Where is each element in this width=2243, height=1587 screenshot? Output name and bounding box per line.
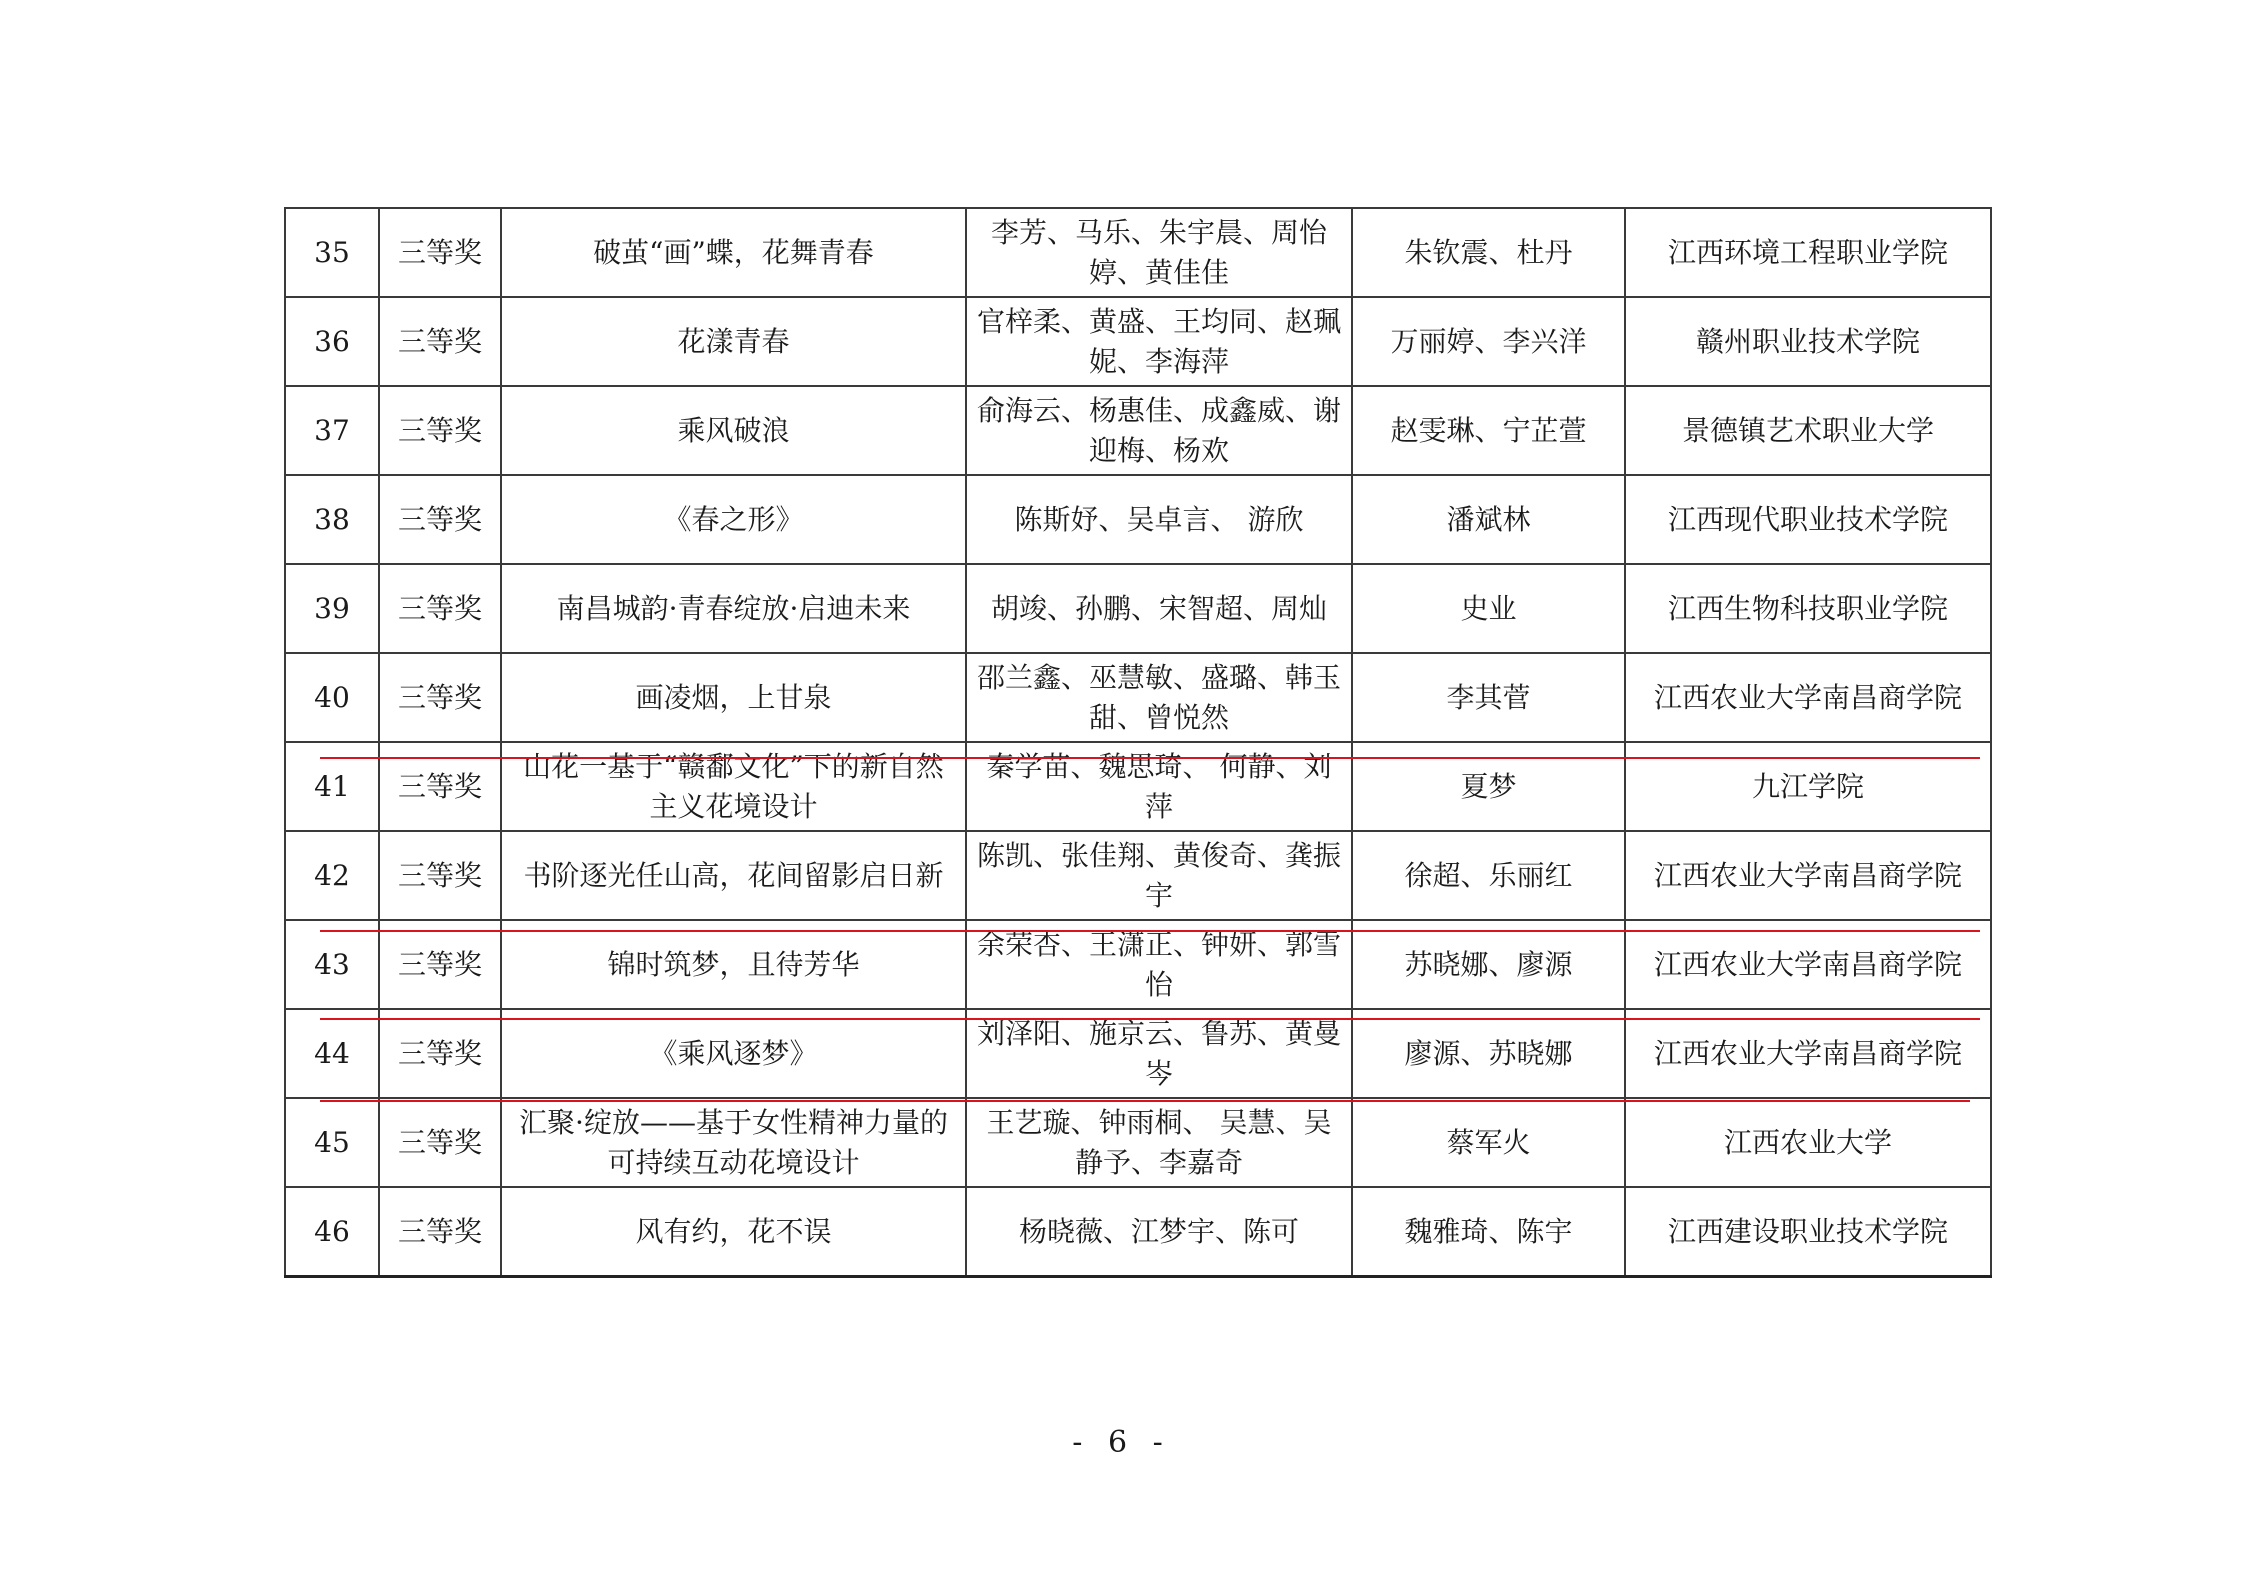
advisors: 徐超、乐丽红 bbox=[1352, 831, 1625, 920]
school-name: 江西环境工程职业学院 bbox=[1625, 208, 1991, 297]
table-row bbox=[285, 564, 1991, 653]
awards-table-body bbox=[285, 208, 1991, 1277]
school-name: 江西农业大学南昌商学院 bbox=[1625, 653, 1991, 742]
team-members: 杨晓薇、江梦宇、陈可 bbox=[966, 1187, 1352, 1277]
work-title: 花漾青春 bbox=[501, 297, 966, 386]
table-row bbox=[285, 208, 1991, 297]
row-number: 42 bbox=[285, 831, 379, 920]
advisors: 廖源、苏晓娜 bbox=[1352, 1009, 1625, 1098]
row-number: 37 bbox=[285, 386, 379, 475]
table-row bbox=[285, 653, 1991, 742]
row-number: 40 bbox=[285, 653, 379, 742]
advisors: 朱钦震、杜丹 bbox=[1352, 208, 1625, 297]
table-row bbox=[285, 831, 1991, 920]
work-title: 《乘风逐梦》 bbox=[501, 1009, 966, 1098]
red-underline bbox=[320, 1100, 1970, 1102]
row-number: 36 bbox=[285, 297, 379, 386]
row-number: 41 bbox=[285, 742, 379, 831]
team-members: 邵兰鑫、巫慧敏、盛璐、韩玉甜、曾悦然 bbox=[966, 653, 1352, 742]
team-members: 李芳、马乐、朱宇晨、周怡婷、黄佳佳 bbox=[966, 208, 1352, 297]
advisors: 史业 bbox=[1352, 564, 1625, 653]
award-level: 三等奖 bbox=[379, 653, 501, 742]
work-title: 书阶逐光任山高，花间留影启日新 bbox=[501, 831, 966, 920]
table-row bbox=[285, 475, 1991, 564]
award-level: 三等奖 bbox=[379, 564, 501, 653]
row-number: 39 bbox=[285, 564, 379, 653]
row-number: 38 bbox=[285, 475, 379, 564]
school-name: 江西农业大学南昌商学院 bbox=[1625, 1009, 1991, 1098]
table-row bbox=[285, 386, 1991, 475]
work-title: 风有约，花不误 bbox=[501, 1187, 966, 1277]
award-level: 三等奖 bbox=[379, 208, 501, 297]
table-row bbox=[285, 920, 1991, 1009]
work-title: 南昌城韵·青春绽放·启迪未来 bbox=[501, 564, 966, 653]
row-number: 45 bbox=[285, 1098, 379, 1187]
award-level: 三等奖 bbox=[379, 297, 501, 386]
table-row bbox=[285, 1009, 1991, 1098]
red-underline bbox=[320, 1018, 1980, 1020]
school-name: 赣州职业技术学院 bbox=[1625, 297, 1991, 386]
advisors: 李其菅 bbox=[1352, 653, 1625, 742]
team-members: 王艺璇、钟雨桐、 吴慧、吴静予、李嘉奇 bbox=[966, 1098, 1352, 1187]
work-title: 锦时筑梦，且待芳华 bbox=[501, 920, 966, 1009]
school-name: 江西建设职业技术学院 bbox=[1625, 1187, 1991, 1277]
work-title: 汇聚·绽放——基于女性精神力量的可持续互动花境设计 bbox=[501, 1098, 966, 1187]
table-row bbox=[285, 742, 1991, 831]
team-members: 胡竣、孙鹏、宋智超、周灿 bbox=[966, 564, 1352, 653]
row-number: 44 bbox=[285, 1009, 379, 1098]
team-members: 俞海云、杨惠佳、成鑫威、谢迎梅、杨欢 bbox=[966, 386, 1352, 475]
team-members: 陈斯妤、吴卓言、 游欣 bbox=[966, 475, 1352, 564]
team-members: 官梓柔、黄盛、王均同、赵珮妮、李海萍 bbox=[966, 297, 1352, 386]
school-name: 江西农业大学南昌商学院 bbox=[1625, 831, 1991, 920]
advisors: 夏梦 bbox=[1352, 742, 1625, 831]
table-row bbox=[285, 297, 1991, 386]
advisors: 苏晓娜、廖源 bbox=[1352, 920, 1625, 1009]
school-name: 江西生物科技职业学院 bbox=[1625, 564, 1991, 653]
table-row bbox=[285, 1187, 1991, 1277]
work-title: 乘风破浪 bbox=[501, 386, 966, 475]
award-level: 三等奖 bbox=[379, 1187, 501, 1277]
advisors: 赵雯琳、宁芷萱 bbox=[1352, 386, 1625, 475]
team-members: 陈凯、张佳翔、黄俊奇、龚振宇 bbox=[966, 831, 1352, 920]
award-level: 三等奖 bbox=[379, 386, 501, 475]
award-level: 三等奖 bbox=[379, 1098, 501, 1187]
work-title: 《春之形》 bbox=[501, 475, 966, 564]
red-underline bbox=[320, 930, 1980, 932]
award-level: 三等奖 bbox=[379, 475, 501, 564]
awards-table bbox=[284, 207, 1992, 1278]
row-number: 46 bbox=[285, 1187, 379, 1277]
advisors: 魏雅琦、陈宇 bbox=[1352, 1187, 1625, 1277]
team-members: 刘泽阳、施京云、鲁苏、黄曼岑 bbox=[966, 1009, 1352, 1098]
advisors: 蔡军火 bbox=[1352, 1098, 1625, 1187]
award-level: 三等奖 bbox=[379, 831, 501, 920]
team-members: 秦学苗、魏思琦、 何静、刘萍 bbox=[966, 742, 1352, 831]
school-name: 江西农业大学南昌商学院 bbox=[1625, 920, 1991, 1009]
school-name: 景德镇艺术职业大学 bbox=[1625, 386, 1991, 475]
advisors: 万丽婷、李兴洋 bbox=[1352, 297, 1625, 386]
award-level: 三等奖 bbox=[379, 742, 501, 831]
table-row bbox=[285, 1098, 1991, 1187]
team-members: 余荣杏、王潇正、钟妍、郭雪怡 bbox=[966, 920, 1352, 1009]
work-title: 山花一基于“赣鄱文化”下的新自然主义花境设计 bbox=[501, 742, 966, 831]
award-level: 三等奖 bbox=[379, 920, 501, 1009]
page-number: - 6 - bbox=[1072, 1425, 1171, 1460]
award-level: 三等奖 bbox=[379, 1009, 501, 1098]
school-name: 江西农业大学 bbox=[1625, 1098, 1991, 1187]
row-number: 43 bbox=[285, 920, 379, 1009]
work-title: 画凌烟，上甘泉 bbox=[501, 653, 966, 742]
school-name: 九江学院 bbox=[1625, 742, 1991, 831]
red-underline bbox=[320, 757, 1980, 759]
school-name: 江西现代职业技术学院 bbox=[1625, 475, 1991, 564]
advisors: 潘斌林 bbox=[1352, 475, 1625, 564]
row-number: 35 bbox=[285, 208, 379, 297]
work-title: 破茧“画”蝶，花舞青春 bbox=[501, 208, 966, 297]
